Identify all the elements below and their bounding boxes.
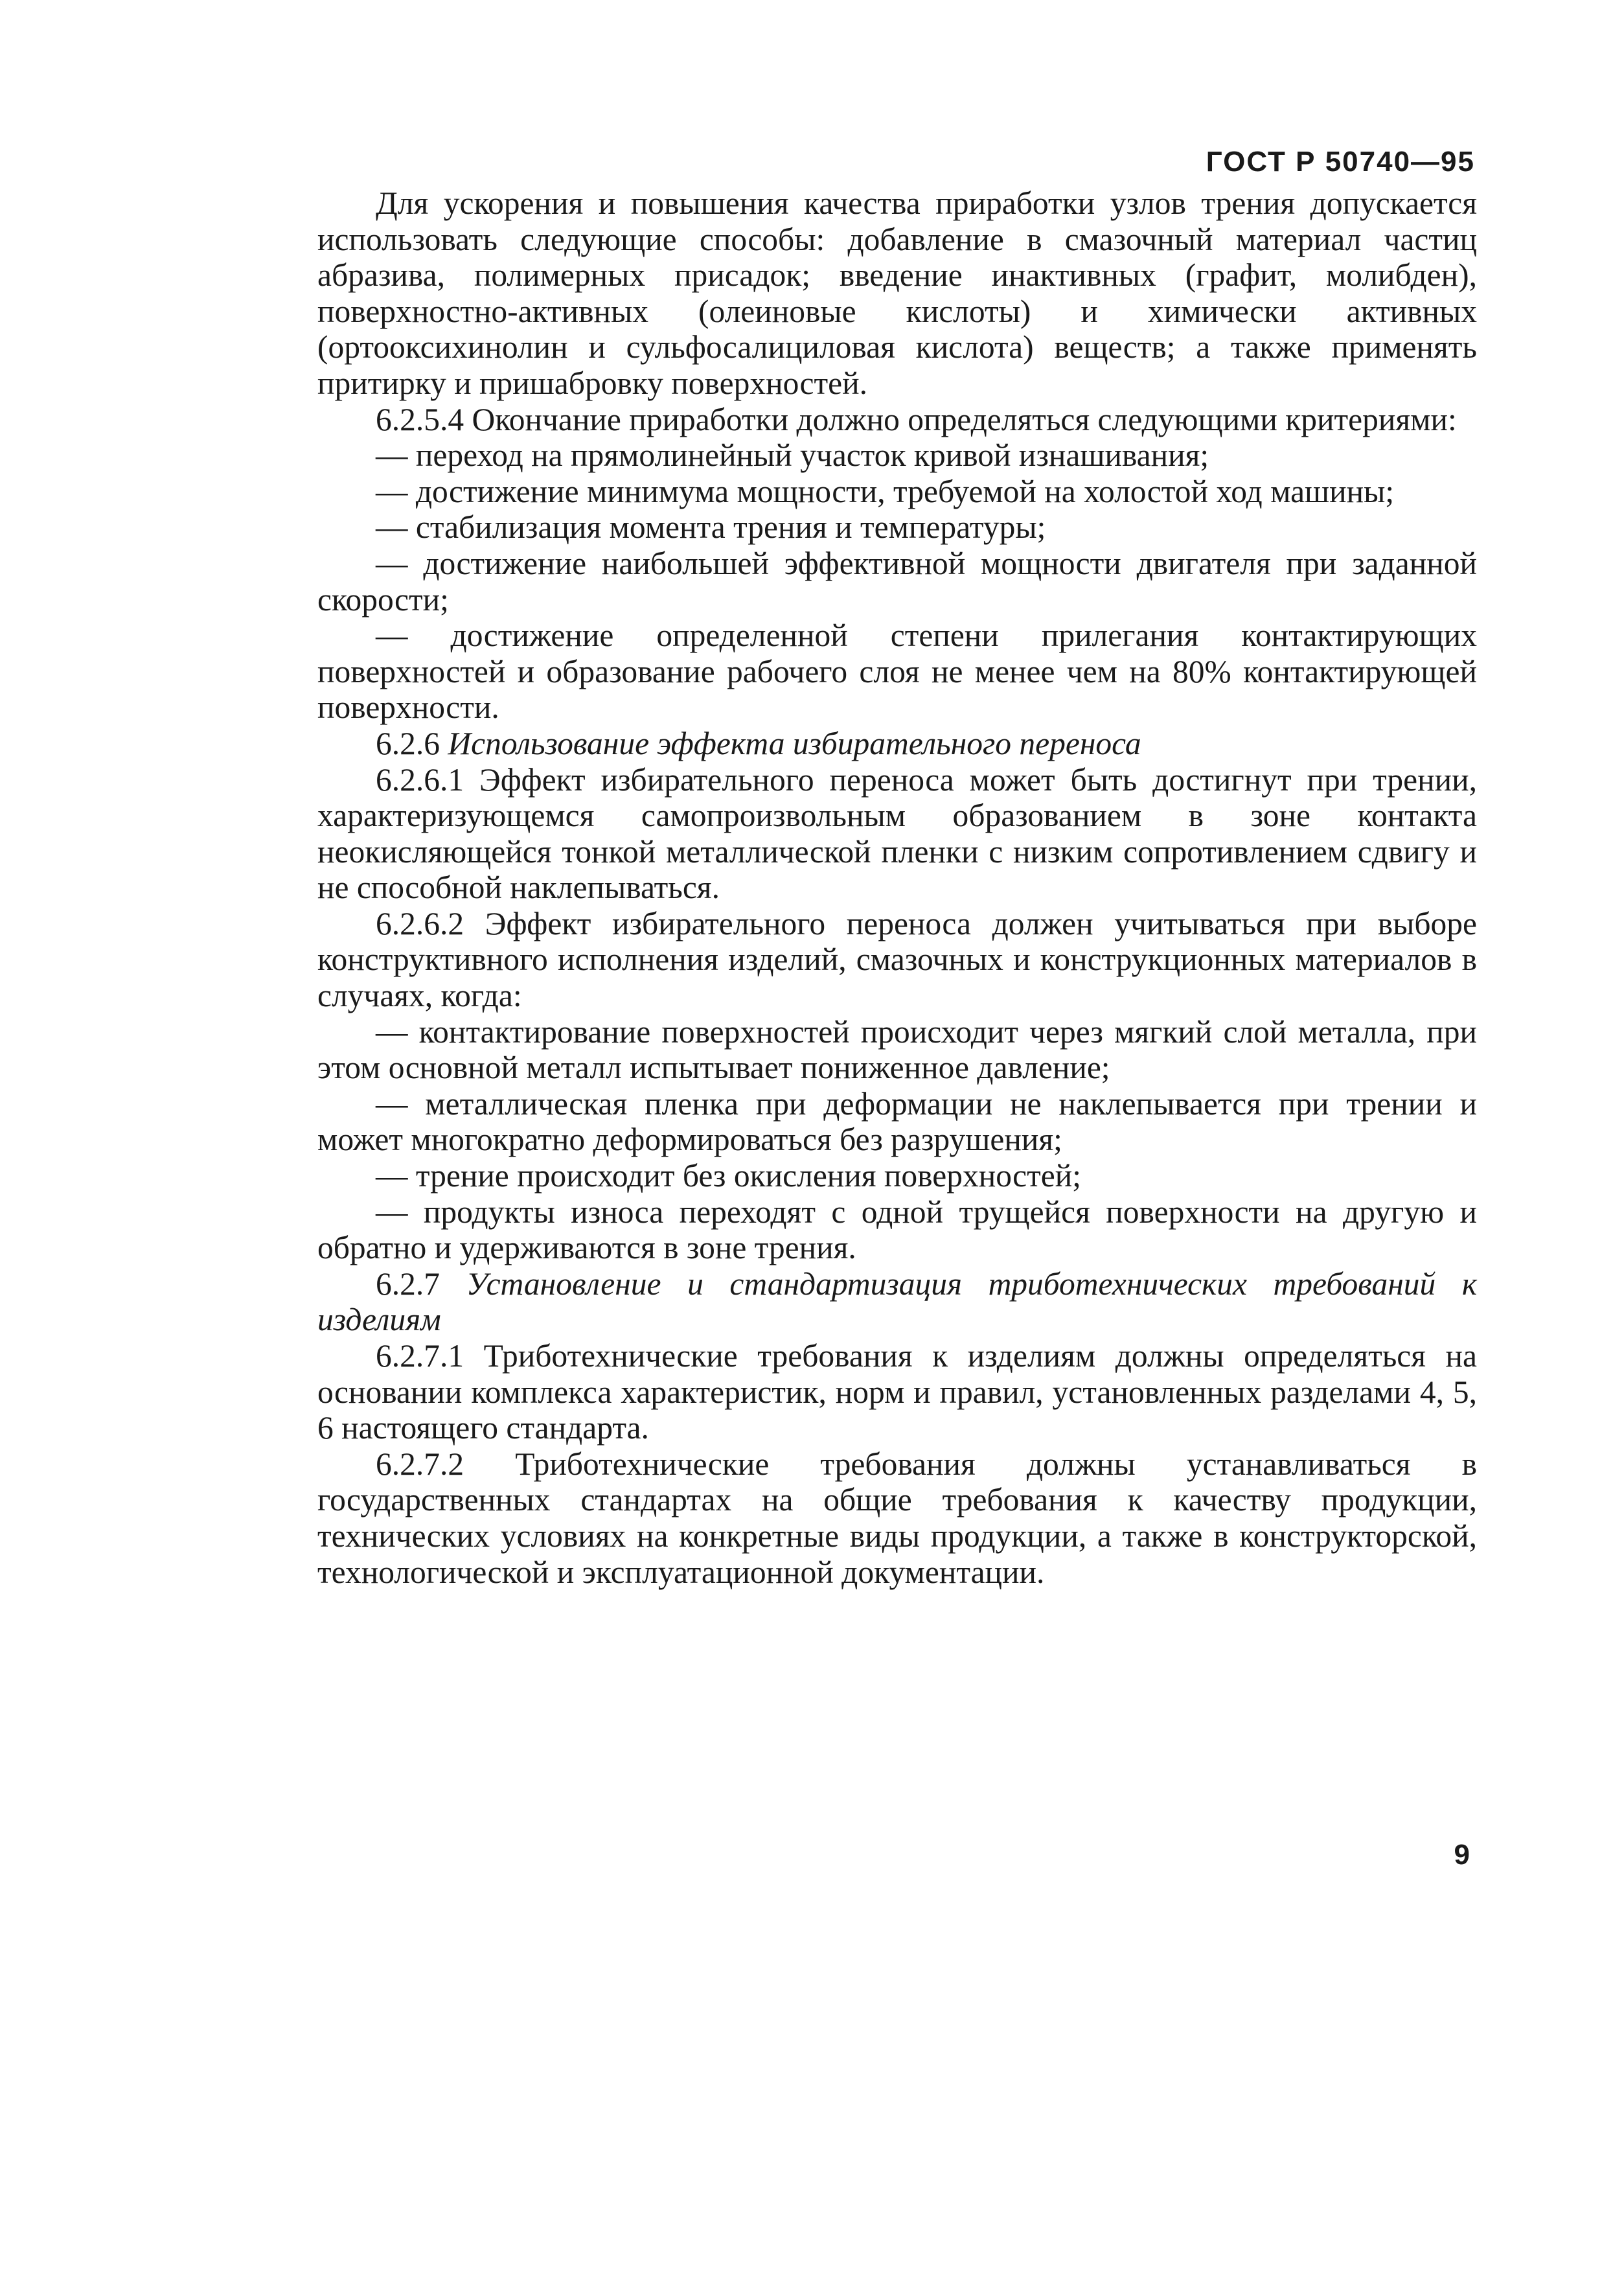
paragraph-6-2-6-2: 6.2.6.2 Эффект избирательного переноса должен учитываться при выборе конструктивного исполнения изделий, смазочных и конструкционных материалов в случаях, когда: xyxy=(317,905,1477,1014)
section-title: Использование эффекта избирательного переноса xyxy=(448,725,1141,761)
list-item: — достижение наибольшей эффективной мощности двигателя при заданной скорости; xyxy=(317,545,1477,617)
paragraph-6-2-6-1: 6.2.6.1 Эффект избирательного переноса может быть достигнут при трении, характеризующемся самопроизвольным образованием в зоне контакта неокисляющейся тонкой металлической пленки с низким сопротивлением сдвигу и не способной наклепываться. xyxy=(317,761,1477,906)
page-number: 9 xyxy=(1454,1839,1470,1871)
paragraph-6-2-5-4: 6.2.5.4 Окончание приработки должно определяться следующими критериями: xyxy=(376,401,1457,437)
list-item: — контактирование поверхностей происходит через мягкий слой металла, при этом основной металл испытывает пониженное давление; xyxy=(317,1013,1477,1086)
section-title: Установление и стандартизация триботехнических требований к изделиям xyxy=(317,1265,1477,1338)
paragraph-running-in-methods: Для ускорения и повышения качества приработки узлов трения допускается использовать следующие способы: добавление в смазочный материал частиц абразива, полимерных присадок; введение инактивных (графит, молибден), поверхностно-активных (олеиновые кислоты) и химически активных (ортооксихинолин и сульфосалициловая кислота) веществ; а также применять притирку и пришабровку поверхностей. xyxy=(317,185,1477,401)
list-item: — стабилизация момента трения и температуры; xyxy=(376,509,1046,546)
section-heading-6-2-6 xyxy=(317,726,1477,762)
list-item: — достижение определенной степени прилегания контактирующих поверхностей и образование рабочего слоя не менее чем на 80% контактирующей поверхности. xyxy=(317,617,1477,726)
section-number: 6.2.6 xyxy=(376,725,440,761)
list-item: — достижение минимума мощности, требуемой на холостой ход машины; xyxy=(376,473,1395,509)
standard-header: ГОСТ Р 50740—95 xyxy=(1206,146,1475,178)
list-item: — переход на прямолинейный участок кривой изнашивания; xyxy=(376,437,1209,474)
section-heading-6-2-7 xyxy=(317,1266,1477,1338)
list-item: — трение происходит без окисления поверхностей; xyxy=(376,1158,1081,1194)
list-item: — металлическая пленка при деформации не наклепывается при трении и может многократно деформироваться без разрушения; xyxy=(317,1085,1477,1158)
section-number: 6.2.7 xyxy=(376,1265,440,1302)
paragraph-6-2-7-2: 6.2.7.2 Триботехнические требования должны устанавливаться в государственных стандартах на общие требования к качеству продукции, технических условиях на конкретные виды продукции, а также в конструкторской, технологической и эксплуатационной документации. xyxy=(317,1446,1477,1590)
list-item: — продукты износа переходят с одной трущейся поверхности на другую и обратно и удерживаются в зоне трения. xyxy=(317,1194,1477,1266)
body-text xyxy=(317,185,1477,1590)
paragraph-6-2-7-1: 6.2.7.1 Триботехнические требования к изделиям должны определяться на основании комплекса характеристик, норм и правил, установленных разделами 4, 5, 6 настоящего стандарта. xyxy=(317,1338,1477,1446)
